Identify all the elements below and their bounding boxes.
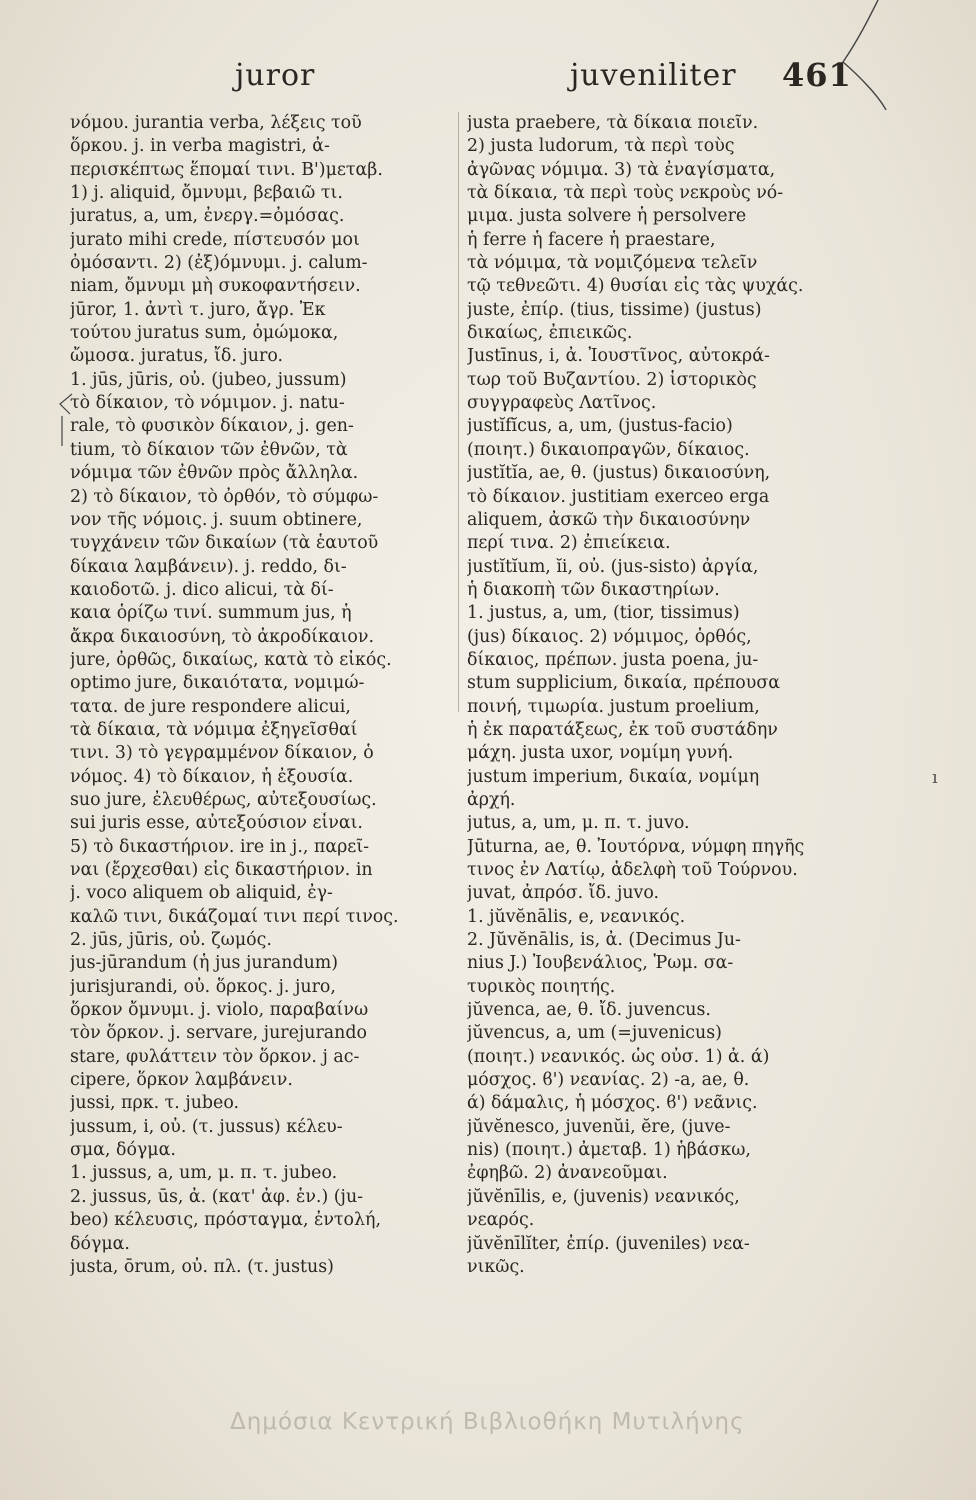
entry-line: νόμος. 4) τὸ δίκαιον, ἡ ἐξουσία. [70, 766, 354, 787]
entry-line: j. voco aliquem ob aliquid, ἐγ- [70, 883, 333, 904]
entry-line: τατα. de jure respondere alicui, [70, 696, 351, 717]
entry-line: justĭtĭum, ĭi, οὐ. (jus-sisto) ἀργία, [467, 556, 759, 577]
entry-line: περισκέπτως ἕπομαί τινι. Β')μεταβ. [70, 159, 383, 180]
entry-line: cipere, ὅρκον λαμβάνειν. [70, 1070, 293, 1091]
entry-line: tium, τὸ δίκαιον τῶν ἐθνῶν, τὰ [70, 439, 348, 460]
entry-line: nis) (ποιητ.) ἀμεταβ. 1) ἡβάσκω, [467, 1140, 751, 1161]
entry-line: jus-jūrandum (ἡ jus jurandum) [70, 953, 339, 974]
entry-line: ὀμόσαντι. 2) (ἐξ)όμνυμι. j. calum- [70, 253, 368, 274]
entry-line: 2) τὸ δίκαιον, τὸ ὀρθόν, τὸ σύμφω- [70, 486, 379, 507]
entry-line: ὅρκου. j. in verba magistri, ἀ- [70, 136, 330, 157]
entry-line: ἀγῶνας νόμιμα. 3) τὰ ἐναγίσματα, [467, 159, 776, 180]
entry-line: τυγχάνειν τῶν δικαίων (τὰ ἑαυτοῦ [70, 533, 379, 554]
entry-line: τὰ δίκαια, τὰ νόμιμα ἐξηγεῖσθαί [70, 719, 358, 740]
entry-line: ά) δάμαλις, ἡ μόσχος. ϐ') νεᾶνις. [467, 1093, 758, 1114]
entry-line: τῷ τεθνεῶτι. 4) θυσίαι εἰς τὰς ψυχάς. [467, 276, 804, 297]
entry-line: suo jure, ἐλευθέρως, αὐτεξουσίως. [70, 789, 377, 810]
entry-line: 1. justus, a, um, (tior, tissimus) [467, 603, 740, 624]
entry-line: justum imperium, δικαία, νομίμη [467, 766, 760, 787]
entry-line: δόγμα. [70, 1233, 130, 1254]
entry-line: καλῶ τινι, δικάζομαί τινι περί τινος. [70, 906, 399, 927]
entry-line: σμα, δόγμα. [70, 1140, 176, 1161]
entry-line: beo) κέλευσις, πρόσταγμα, ἐντολή, [70, 1210, 381, 1231]
entry-line: ποινή, τιμωρία. justum proelium, [467, 696, 760, 717]
entry-line: ἄκρα δικαιοσύνη, τὸ ἀκροδίκαιον. [70, 626, 375, 647]
entry-line: niam, ὄμνυμι μὴ συκοφαντήσειν. [70, 276, 361, 297]
entry-line: jŭvĕnīlĭter, ἐπίρ. (juveniles) νεα- [467, 1233, 750, 1254]
entry-line: 1. jussus, a, um, μ. π. τ. jubeo. [70, 1163, 338, 1184]
entry-line: justa, ōrum, οὐ. πλ. (τ. justus) [70, 1256, 334, 1277]
entry-line: ἡ ferre ἡ facere ἡ praestare, [467, 229, 716, 250]
entry-line: συγγραφεὺς Λατῖνος. [467, 393, 657, 414]
entry-line: περί τινα. 2) ἐπιείκεια. [467, 533, 671, 554]
entry-line: jŭvĕnīlis, e, (juvenis) νεανικός, [467, 1186, 740, 1207]
entry-line: Justīnus, i, ἀ. Ἰουστῖνος, αὐτοκρά- [467, 346, 770, 367]
left-column [70, 112, 450, 1279]
entry-line: jŭvĕnesco, juvenŭi, ĕre, (juve- [467, 1116, 731, 1137]
entry-line: μόσχος. ϐ') νεανίας. 2) -a, ae, θ. [467, 1070, 750, 1091]
entry-line: sui juris esse, αὐτεξούσιον εἶναι. [70, 813, 363, 834]
margin-tick-mark: ı [932, 767, 938, 788]
entry-line: τινος ἐν Λατίῳ, ἀδελφὴ τοῦ Τούρνου. [467, 860, 798, 880]
entry-line: ἡ διακοπὴ τῶν δικαστηρίων. [467, 579, 720, 600]
entry-line: τὰ νόμιμα, τὰ νομιζόμενα τελεῖν [467, 253, 758, 274]
entry-line: δίκαιος, πρέπων. justa poena, ju- [467, 649, 759, 670]
entry-line: μάχη. justa uxor, νομίμη γυνή. [467, 743, 734, 764]
entry-line: νόμιμα τῶν ἐθνῶν πρὸς ἄλληλα. [70, 463, 359, 484]
entry-line: ἡ ἐκ παρατάξεως, ἐκ τοῦ συστάδην [467, 719, 778, 740]
entry-line: Jūturna, ae, θ. Ἰουτόρνα, νύμφη πηγῆς [467, 836, 805, 857]
right-guide-word: juveniliter [570, 58, 737, 93]
entry-line: νόμου. jurantia verba, λέξεις τοῦ [70, 113, 362, 133]
column-divider [458, 112, 459, 712]
entry-line: 5) τὸ δικαστήριον. ire in j., παρεῖ- [70, 836, 370, 857]
entry-line: (ποιητ.) δικαιοπραγῶν, δίκαιος. [467, 439, 750, 460]
entry-line: stare, φυλάττειν τὸν ὅρκον. j ac- [70, 1046, 360, 1067]
entry-line: 2. jūs, jūris, οὐ. ζωμός. [70, 930, 272, 951]
entry-line: νεαρός. [467, 1210, 535, 1231]
entry-line: τὰ δίκαια, τὰ περὶ τοὺς νεκροὺς νό- [467, 183, 784, 204]
left-guide-word: juror [235, 58, 316, 93]
entry-line: ἀρχή. [467, 789, 516, 810]
entry-line: juvat, ἀπρόσ. ἴδ. juvo. [467, 883, 660, 904]
entry-line: jutus, a, um, μ. π. τ. juvo. [467, 813, 690, 834]
entry-line: 2. Jŭvĕnālis, is, ἀ. (Decimus Ju- [467, 930, 741, 951]
entry-line: jŭvencus, a, um (=juvenicus) [467, 1023, 722, 1044]
entry-line: 2) justa ludorum, τὰ περὶ τοὺς [467, 136, 735, 157]
entry-line: ναι (ἔρχεσθαι) εἰς δικαστήριον. in [70, 860, 373, 880]
entry-line: 1. jūs, jūris, οὐ. (jubeo, jussum) [70, 369, 347, 390]
entry-line: τυρικὸς ποιητής. [467, 976, 616, 997]
entry-line: δίκαια λαμβάνειν). j. reddo, δι- [70, 556, 347, 577]
entry-line: optimo jure, δικαιότατα, νομιμώ- [70, 673, 365, 694]
entry-line: rale, τὸ φυσικὸν δίκαιον, j. gen- [70, 416, 354, 437]
running-header [60, 58, 850, 98]
entry-line: jurisjurandi, οὐ. ὅρκος. j. juro, [70, 976, 336, 997]
entry-line: juratus, a, um, ἐνεργ.=ὀμόσας. [70, 206, 345, 227]
entry-line: jussi, πρκ. τ. jubeo. [70, 1093, 240, 1114]
entry-line: aliquem, ἀσκῶ τὴν δικαιοσύνην [467, 509, 751, 530]
entry-line: τωρ τοῦ Βυζαντίου. 2) ἱστορικὸς [467, 369, 757, 390]
entry-line: justĭtĭa, ae, θ. (justus) δικαιοσύνη, [467, 463, 771, 484]
entry-line: τὸ δίκαιον. justitiam exerceo erga [467, 486, 770, 507]
entry-line: jŭvenca, ae, θ. ἴδ. juvencus. [467, 1000, 711, 1021]
entry-line: νικῶς. [467, 1256, 525, 1277]
entry-line: jurato mihi crede, πίστευσόν μοι [70, 229, 360, 250]
entry-line: τινι. 3) τὸ γεγραμμένον δίκαιον, ὁ [70, 743, 374, 764]
entry-line: justĭfĭcus, a, um, (justus-facio) [467, 416, 733, 437]
entry-line: καια ὁρίζω τινί. summum jus, ἡ [70, 603, 352, 624]
entry-line: jūror, 1. ἀντὶ τ. juro, ἄγρ. Ἐκ [70, 299, 326, 320]
entry-line: ἐφηβῶ. 2) ἀνανεοῦμαι. [467, 1163, 668, 1184]
entry-line: τὸ δίκαιον, τὸ νόμιμον. j. natu- [70, 393, 345, 414]
entry-line: νον τῆς νόμοις. j. suum obtinere, [70, 509, 363, 530]
entry-line: τὸν ὅρκον. j. servare, jurejurando [70, 1023, 367, 1044]
folded-corner-mark [838, 0, 958, 110]
entry-line: justa praebere, τὰ δίκαια ποιεῖν. [467, 113, 759, 133]
entry-line: καιοδοτῶ. j. dico alicui, τὰ δί- [70, 579, 334, 600]
entry-line: stum supplicium, δικαία, πρέπουσα [467, 673, 780, 694]
entry-line: jure, ὀρθῶς, δικαίως, κατὰ τὸ εἰκός. [70, 649, 392, 670]
library-watermark: Δημόσια Κεντρική Βιβλιοθήκη Μυτιλήνης [230, 1409, 745, 1435]
entry-line: jussum, i, οὐ. (τ. jussus) κέλευ- [70, 1116, 343, 1137]
right-column [467, 112, 845, 1279]
entry-line: 1) j. aliquid, ὄμνυμι, βεβαιῶ τι. [70, 183, 343, 204]
entry-line: μιμα. justa solvere ἡ persolvere [467, 206, 747, 227]
entry-line: ὤμοσα. juratus, ἴδ. juro. [70, 346, 284, 367]
page-number: 461 [782, 56, 852, 94]
entry-line: τούτου juratus sum, ὀμώμοκα, [70, 323, 339, 344]
entry-line: juste, ἐπίρ. (tius, tissime) (justus) [467, 299, 762, 320]
entry-line: ὅρκον ὄμνυμι. j. violo, παραβαίνω [70, 1000, 369, 1021]
entry-line: (jus) δίκαιος. 2) νόμιμος, ὀρθός, [467, 626, 752, 647]
entry-line: nius J.) Ἰουβενάλιος, Ῥωμ. σα- [467, 953, 734, 974]
entry-line: (ποιητ.) νεανικός. ὡς οὐσ. 1) ἀ. ά) [467, 1046, 770, 1067]
entry-line: δικαίως, ἐπιεικῶς. [467, 323, 633, 344]
entry-line: 1. jŭvĕnālis, e, νεανικός. [467, 906, 686, 927]
entry-line: 2. jussus, ūs, ἀ. (κατ' ἀφ. ἑν.) (ju- [70, 1186, 364, 1207]
